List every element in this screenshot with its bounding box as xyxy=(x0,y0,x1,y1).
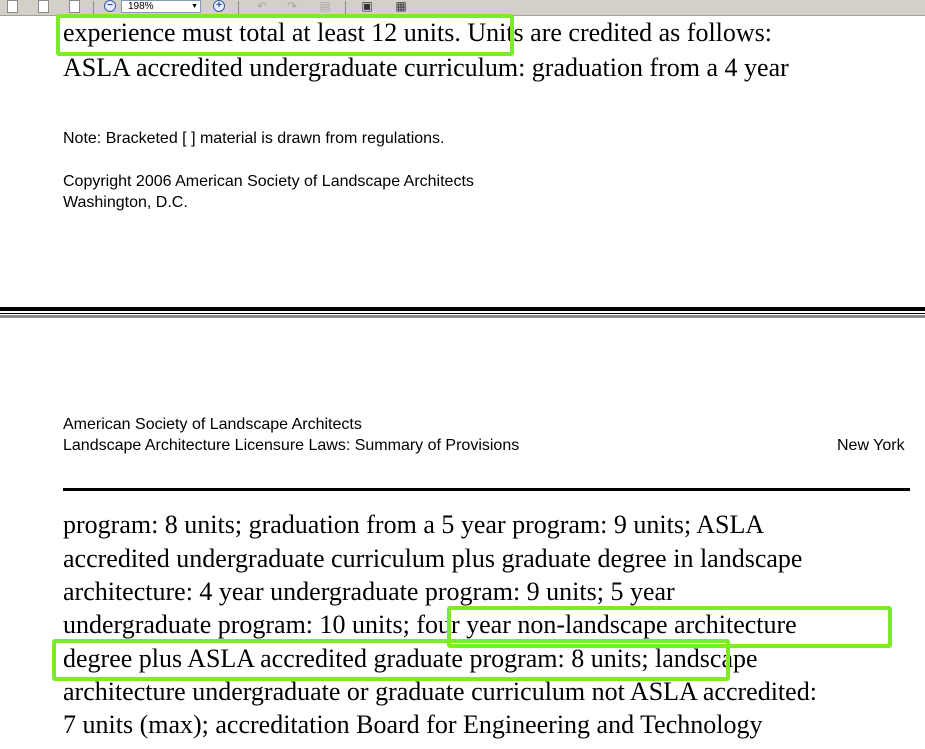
new-document-icon[interactable] xyxy=(7,0,18,13)
actual-size-icon[interactable]: ▦ xyxy=(395,0,407,13)
copy-icon[interactable]: ▤ xyxy=(319,0,331,13)
note-text: Note: Bracketed [ ] material is drawn from regulations. xyxy=(63,130,445,147)
body-text-line: architecture undergraduate or graduate curriculum not ASLA accredited: xyxy=(63,677,817,706)
copyright-text: Copyright 2006 American Society of Landscape Architects xyxy=(63,173,474,190)
chevron-down-icon[interactable]: ▼ xyxy=(191,3,198,10)
header-organization: American Society of Landscape Architects xyxy=(63,416,362,433)
rotate-right-icon[interactable]: ↷ xyxy=(286,0,298,13)
zoom-level-value: 198% xyxy=(128,1,154,12)
header-state: New York xyxy=(837,437,905,454)
body-text-line: experience must total at least 12 units. Units are credited as follows: xyxy=(63,18,773,47)
body-text-line: program: 8 units; graduation from a 5 year program: 9 units; ASLA xyxy=(63,510,765,539)
body-text-line: undergraduate program: 10 units; four year non-landscape architecture xyxy=(63,610,797,639)
viewer-toolbar xyxy=(0,0,925,16)
zoom-in-icon[interactable]: + xyxy=(213,0,225,12)
toolbar-separator xyxy=(93,1,94,14)
body-text-line: architecture: 4 year undergraduate program: 9 units; 5 year xyxy=(63,577,675,606)
location-text: Washington, D.C. xyxy=(63,194,188,211)
page-break xyxy=(0,307,925,320)
toolbar-separator xyxy=(238,1,239,14)
toolbar-separator xyxy=(345,1,346,14)
body-text-line: ASLA accredited undergraduate curriculum: graduation from a 4 year xyxy=(63,53,789,82)
zoom-out-icon[interactable]: − xyxy=(104,0,116,12)
body-text-line: degree plus ASLA accredited graduate program: 8 units; landscape xyxy=(63,644,758,673)
rotate-left-icon[interactable]: ↶ xyxy=(256,0,268,13)
header-divider xyxy=(63,488,910,491)
open-document-icon[interactable] xyxy=(38,0,49,13)
zoom-level-input[interactable] xyxy=(121,0,201,13)
body-text-line: accredited undergraduate curriculum plus graduate degree in landscape xyxy=(63,544,803,573)
header-title: Landscape Architecture Licensure Laws: Summary of Provisions xyxy=(63,437,520,454)
body-text-line: 7 units (max); accreditation Board for Engineering and Technology xyxy=(63,710,763,739)
document-page-1 xyxy=(0,16,925,307)
fit-page-icon[interactable]: ▣ xyxy=(361,0,373,13)
page-icon[interactable] xyxy=(69,0,80,13)
